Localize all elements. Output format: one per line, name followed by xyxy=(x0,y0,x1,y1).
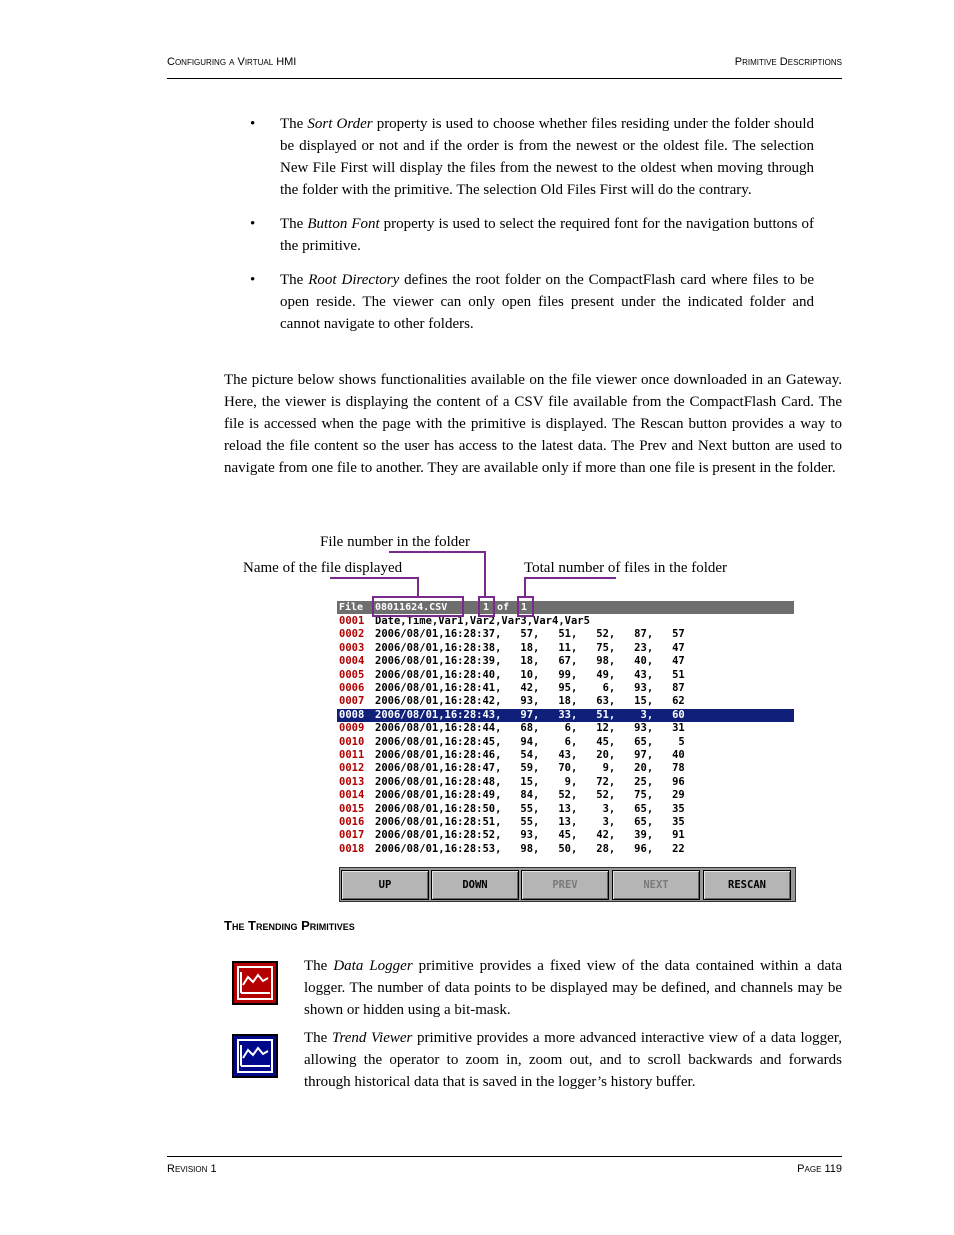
file-row[interactable] xyxy=(337,615,794,628)
next-button[interactable]: NEXT xyxy=(612,870,700,900)
row-number: 0014 xyxy=(339,789,365,802)
bullet-root-directory: • The Root Directory defines the root folder on the CompactFlash card where files to be open reside. The viewer can only open files present under the indicated folder and cannot navigate to other folders. xyxy=(250,272,814,332)
file-row[interactable] xyxy=(337,722,794,735)
file-label: File xyxy=(339,602,364,613)
row-number: 0010 xyxy=(339,735,365,748)
callout-box-total xyxy=(517,596,534,617)
row-text: 2006/08/01,16:28:46, 54, 43, 20, 97, 40 xyxy=(375,749,685,761)
of-label: of xyxy=(497,602,510,613)
row-text: 2006/08/01,16:28:49, 84, 52, 52, 75, 29 xyxy=(375,789,685,802)
row-text: 2006/08/01,16:28:39, 18, 67, 98, 40, 47 xyxy=(375,655,685,668)
row-number: 0005 xyxy=(339,668,365,681)
row-text: 2006/08/01,16:28:41, 42, 95, 6, 93, 87 xyxy=(375,682,685,694)
file-row[interactable] xyxy=(337,843,794,856)
file-viewer xyxy=(337,601,794,901)
viewer-description: The picture below shows functionalities available on the file viewer once downloaded in an Gateway. Here, the viewer is displaying the content of a CSV file available from the CompactFlash Card. The file is accessed when the page with the primitive is displayed. The Rescan button provides a way to reload the file content so the user has access to the latest data. The Prev and Next button are used to navigate from one file to another. They are available only if more than one file is present in the folder. xyxy=(224,372,842,476)
row-text: 2006/08/01,16:28:48, 15, 9, 72, 25, 96 xyxy=(375,775,685,788)
term: Trend Viewer xyxy=(331,1030,413,1046)
file-name: 08011624.CSV xyxy=(375,602,448,613)
file-number: 1 xyxy=(483,602,490,613)
total-files: 1 xyxy=(521,602,528,613)
file-row[interactable] xyxy=(337,736,794,749)
callout-line xyxy=(330,577,417,579)
row-number: 0017 xyxy=(339,829,365,842)
page-footer xyxy=(167,1156,842,1175)
file-row[interactable] xyxy=(337,776,794,789)
trend-viewer-description: The Trend Viewer primitive provides a more advanced interactive view of a data logger, allowing the operator to zoom in, zoom out, and to scroll backwards and forwards through historical data that is saved in the logger’s history buffer. xyxy=(304,1030,842,1090)
footer-left: Revision 1 xyxy=(167,1163,217,1175)
callout-line xyxy=(524,577,526,598)
header-left: Configuring a Virtual HMI xyxy=(167,56,297,68)
callout-box-file-name xyxy=(372,596,464,617)
chart-glyph xyxy=(234,963,276,1003)
row-text: Date,Time,Var1,Var2,Var3,Var4,Var5 xyxy=(375,615,590,627)
header-right: Primitive Descriptions xyxy=(734,56,842,68)
row-text: 2006/08/01,16:28:47, 59, 70, 9, 20, 78 xyxy=(375,762,685,775)
row-number: 0015 xyxy=(339,802,365,815)
row-number: 0016 xyxy=(339,816,365,828)
file-row[interactable] xyxy=(337,709,794,722)
file-row[interactable] xyxy=(337,642,794,655)
chart-glyph xyxy=(234,1036,276,1076)
file-row[interactable] xyxy=(337,803,794,816)
row-number: 0018 xyxy=(339,842,365,855)
file-row[interactable] xyxy=(337,816,794,829)
row-text: 2006/08/01,16:28:53, 98, 50, 28, 96, 22 xyxy=(375,842,685,855)
bullet-button-font: • The Button Font property is used to select the required font for the navigation buttons of the primitive. xyxy=(250,216,815,254)
callout-line xyxy=(417,577,419,598)
file-row[interactable] xyxy=(337,682,794,695)
term: Sort Order xyxy=(307,116,373,132)
row-text: 2006/08/01,16:28:37, 57, 51, 52, 87, 57 xyxy=(375,628,685,641)
file-row[interactable] xyxy=(337,669,794,682)
row-number: 0002 xyxy=(339,628,365,641)
file-row[interactable] xyxy=(337,829,794,842)
row-number: 0001 xyxy=(339,615,365,627)
row-number: 0008 xyxy=(339,708,365,721)
rescan-button[interactable]: RESCAN xyxy=(703,870,791,900)
row-number: 0003 xyxy=(339,641,365,654)
callout-line xyxy=(389,551,486,553)
page-header xyxy=(167,56,842,79)
trend-viewer-icon xyxy=(232,1034,278,1078)
button-bar xyxy=(339,867,796,902)
annotation-total-files: Total number of files in the folder xyxy=(524,560,728,576)
row-text: 2006/08/01,16:28:50, 55, 13, 3, 65, 35 xyxy=(375,802,685,815)
row-number: 0007 xyxy=(339,695,365,708)
file-row[interactable] xyxy=(337,655,794,668)
down-button[interactable]: DOWN xyxy=(431,870,519,900)
term: Data Logger xyxy=(333,958,413,974)
row-text: 2006/08/01,16:28:45, 94, 6, 45, 65, 5 xyxy=(375,735,685,748)
row-text: 2006/08/01,16:28:51, 55, 13, 3, 65, 35 xyxy=(375,816,685,828)
row-number: 0006 xyxy=(339,682,365,694)
term: Button Font xyxy=(307,216,380,232)
row-number: 0013 xyxy=(339,775,365,788)
data-logger-description: The Data Logger primitive provides a fixed view of the data contained within a data logger. The number of data points to be displayed may be defined, and channels may be shown or hidden using a bit-mask. xyxy=(304,958,843,1018)
file-row[interactable] xyxy=(337,628,794,641)
annotation-file-number: File number in the folder xyxy=(320,534,470,550)
callout-line xyxy=(524,577,616,579)
row-text: 2006/08/01,16:28:44, 68, 6, 12, 93, 31 xyxy=(375,722,685,735)
callout-box-file-number xyxy=(478,596,495,617)
file-row[interactable] xyxy=(337,695,794,708)
row-number: 0011 xyxy=(339,749,365,761)
row-text: 2006/08/01,16:28:38, 18, 11, 75, 23, 47 xyxy=(375,641,685,654)
file-row[interactable] xyxy=(337,789,794,802)
bullet-sort-order: • The Sort Order property is used to choose whether files residing under the folder should be displayed or not and if the order is from the newest or the oldest file. The selection New File First will display the files from the newest to the oldest when moving through the folder with the primitive. The selection Old Files First will do the contrary. xyxy=(250,116,814,198)
section-title: The Trending Primitives xyxy=(224,918,355,933)
footer-right: Page 119 xyxy=(797,1163,842,1175)
property-bullets xyxy=(250,113,814,347)
row-number: 0012 xyxy=(339,762,365,775)
prev-button[interactable]: PREV xyxy=(521,870,609,900)
row-number: 0004 xyxy=(339,655,365,668)
row-number: 0009 xyxy=(339,722,365,735)
file-row[interactable] xyxy=(337,749,794,762)
row-text: 2006/08/01,16:28:42, 93, 18, 63, 15, 62 xyxy=(375,695,685,708)
callout-line xyxy=(484,551,486,598)
file-row[interactable] xyxy=(337,762,794,775)
row-text: 2006/08/01,16:28:43, 97, 33, 51, 3, 60 xyxy=(375,708,685,721)
term: Root Directory xyxy=(308,272,400,288)
row-text: 2006/08/01,16:28:52, 93, 45, 42, 39, 91 xyxy=(375,829,685,842)
row-text: 2006/08/01,16:28:40, 10, 99, 49, 43, 51 xyxy=(375,668,685,681)
up-button[interactable]: UP xyxy=(341,870,429,900)
annotation-file-name: Name of the file displayed xyxy=(243,560,403,576)
data-logger-icon xyxy=(232,961,278,1005)
